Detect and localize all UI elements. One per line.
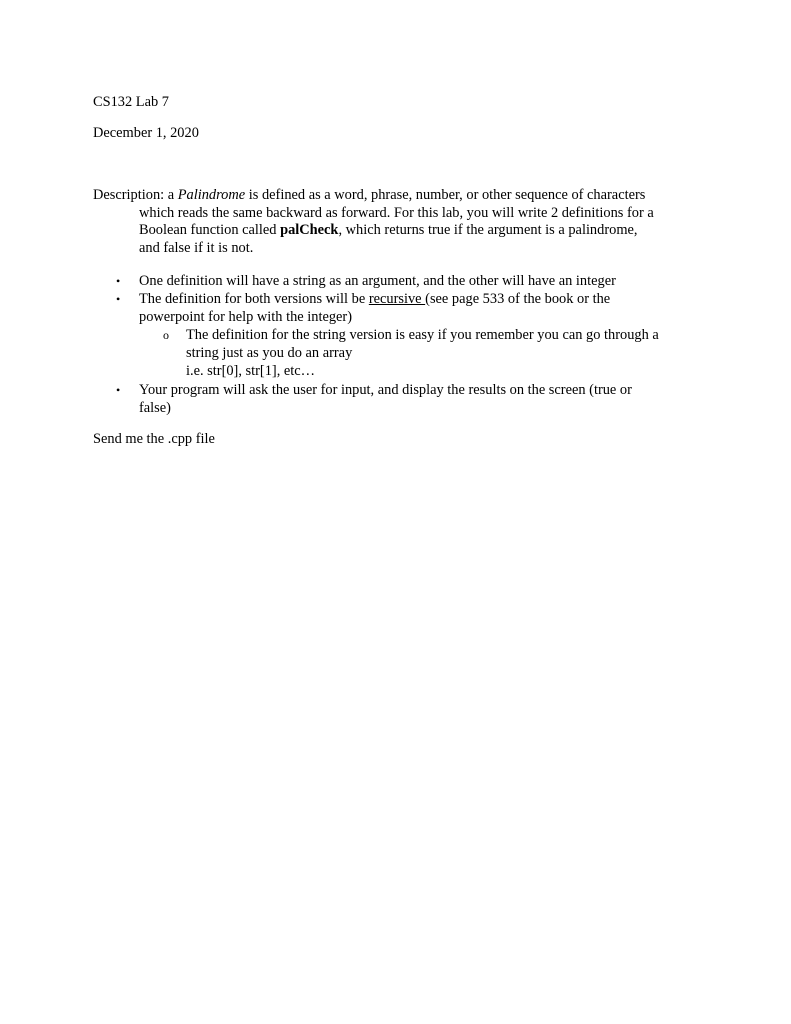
bullet-icon: • <box>116 292 121 306</box>
sub-bullet-line-2: string just as you do an array <box>186 345 353 361</box>
description-line-2: which reads the same backward as forward. For this lab, you will write 2 definitions for a <box>139 205 654 221</box>
bullet-3-line-1: Your program will ask the user for input, and display the results on the screen (true or <box>139 382 632 398</box>
bullet-2-pre: The definition for both versions will be <box>139 291 369 307</box>
recursive-underlined: recursive <box>368 291 426 307</box>
description-line-1 <box>93 186 645 204</box>
sub-bullet-line-1: The definition for the string version is easy if you remember you can go through a <box>186 327 659 343</box>
description-line-3-post: , which returns true if the argument is a palindrome, <box>338 222 638 238</box>
bullet-icon: • <box>116 383 121 397</box>
description-label: Description: a <box>93 187 178 203</box>
bullet-1-text: One definition will have a string as an argument, and the other will have an integer <box>139 273 616 289</box>
doc-title: CS132 Lab 7 <box>93 94 169 110</box>
function-name: palCheck <box>280 222 339 238</box>
description-line-3 <box>139 221 638 239</box>
bullet-2-line-2: powerpoint for help with the integer) <box>139 309 352 325</box>
palindrome-term: Palindrome <box>177 187 246 203</box>
description-line-1-rest: is defined as a word, phrase, number, or other sequence of characters <box>245 187 646 203</box>
sub-bullet-line-3: i.e. str[0], str[1], etc… <box>186 363 316 379</box>
bullet-2-post: (see page 533 of the book or the <box>425 291 611 307</box>
bullet-icon: • <box>116 274 121 288</box>
description-line-3-pre: Boolean function called <box>139 222 281 238</box>
bullet-2-line-1 <box>139 290 610 308</box>
circle-bullet-icon: o <box>163 328 169 342</box>
description-line-4: and false if it is not. <box>139 240 254 256</box>
bullet-3-line-2: false) <box>139 400 171 416</box>
doc-date: December 1, 2020 <box>93 125 199 141</box>
send-instruction: Send me the .cpp file <box>93 431 215 447</box>
